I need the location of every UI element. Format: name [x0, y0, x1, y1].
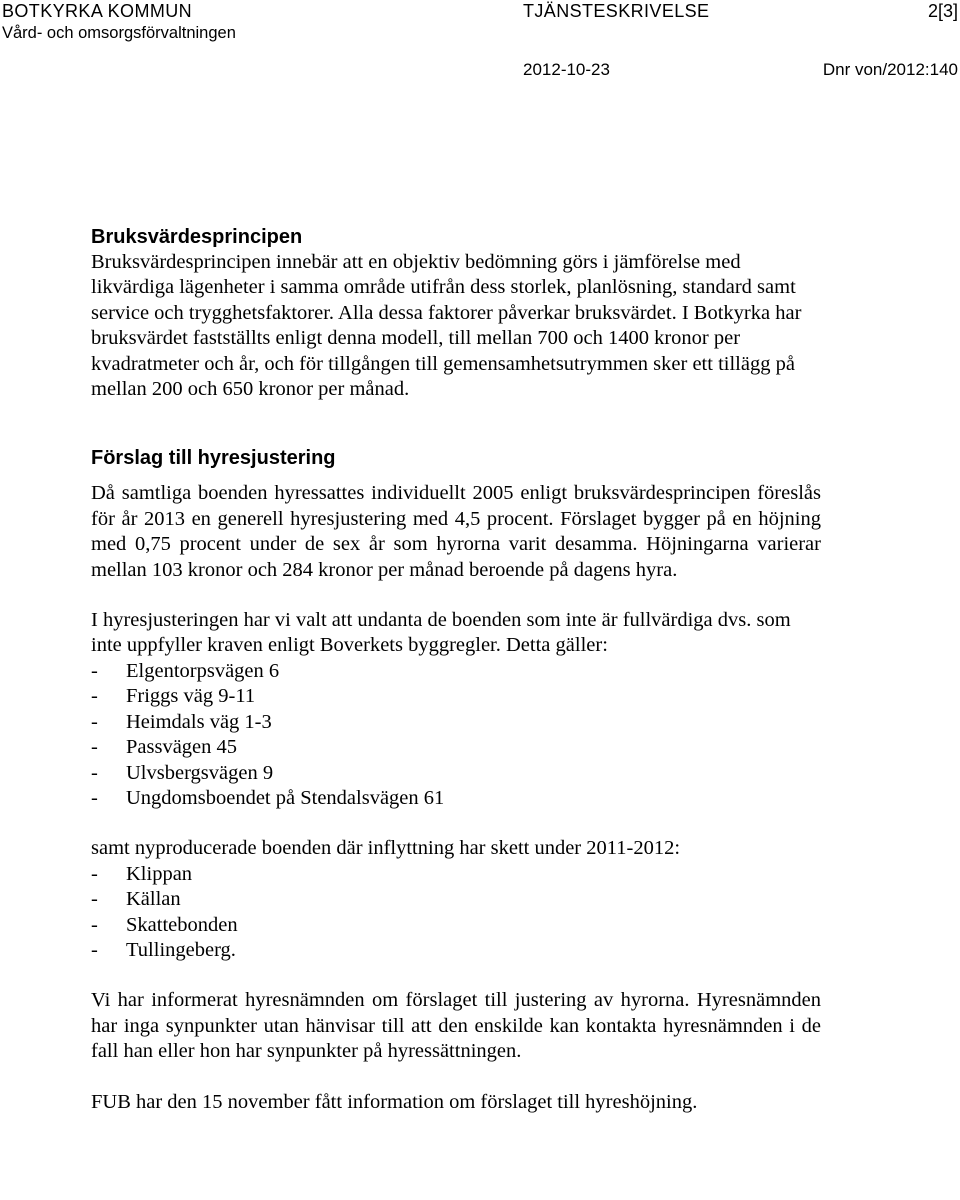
exemption-paragraph: I hyresjusteringen har vi valt att undanta de boenden som inte är fullvärdiga dvs. som inte uppfyller kraven enligt Boverkets byggregler. Detta gäller:: [91, 609, 791, 657]
exempt-list: [91, 659, 821, 811]
section-heading-forslag: Förslag till hyresjustering: [91, 447, 336, 470]
hyresnamnden-paragraph: Vi har informerat hyresnämnden om förslaget till justering av hyrorna. Hyresnämnden har inga synpunkter utan hänvisar till att den enskilde kan kontakta hyresnämnden i de fall han eller hon har synpunkter på hyressättningen.: [91, 989, 821, 1063]
list-item: - Elgentorpsvägen 6: [91, 659, 821, 684]
document-type: TJÄNSTESKRIVELSE: [523, 1, 710, 21]
forslag-paragraph: Då samtliga boenden hyressattes individuellt 2005 enligt bruksvärdesprincipen föreslås för år 2013 en generell hyresjustering med 4,5 procent. Förslaget bygger på en höjning med 0,75 procent under de sex år som hyrorna varit desamma. Höjningarna varierar mellan 103 kronor och 284 kronor per månad beroende på dagens hyra.: [91, 482, 821, 581]
page-number: 2[3]: [927, 1, 958, 21]
org-name: BOTKYRKA KOMMUN: [2, 1, 193, 21]
new-production-list: [91, 862, 821, 964]
list-item: - Friggs väg 9-11: [91, 684, 821, 709]
fub-paragraph: FUB har den 15 november fått information om förslaget till hyreshöjning.: [91, 1090, 698, 1113]
list-item: - Heimdals väg 1-3: [91, 710, 821, 735]
list-item: - Tullingeberg.: [91, 938, 821, 963]
list-item: - Passvägen 45: [91, 735, 821, 760]
list-item: - Källan: [91, 887, 821, 912]
list-item: - Ungdomsboendet på Stendalsvägen 61: [91, 786, 821, 811]
section-heading-bruksvarde: Bruksvärdesprincipen: [91, 226, 303, 248]
document-body: [91, 224, 821, 1115]
new-production-paragraph: samt nyproducerade boenden där inflyttning har skett under 2011-2012:: [91, 837, 681, 860]
bruksvarde-paragraph: Bruksvärdesprincipen innebär att en objektiv bedömning görs i jämförelse med likvärdiga lägenheter i samma område utifrån dess storlek, planlösning, standard samt service och trygghetsfaktorer. Alla dessa faktorer påverkar bruksvärdet. I Botkyrka har bruksvärdet fastställts enligt denna modell, till mellan 700 och 1400 kronor per kvadratmeter och år, och för tillgången till gemensamhetsutrymmen sker ett tillägg på mellan 200 och 650 kronor per månad.: [91, 251, 802, 401]
list-item: - Klippan: [91, 862, 821, 887]
document-date: 2012-10-23: [523, 60, 610, 79]
list-item: - Skattebonden: [91, 913, 821, 938]
document-reference: Dnr von/2012:140: [822, 60, 958, 79]
department-name: Vård- och omsorgsförvaltningen: [2, 24, 236, 42]
list-item: - Ulvsbergsvägen 9: [91, 761, 821, 786]
